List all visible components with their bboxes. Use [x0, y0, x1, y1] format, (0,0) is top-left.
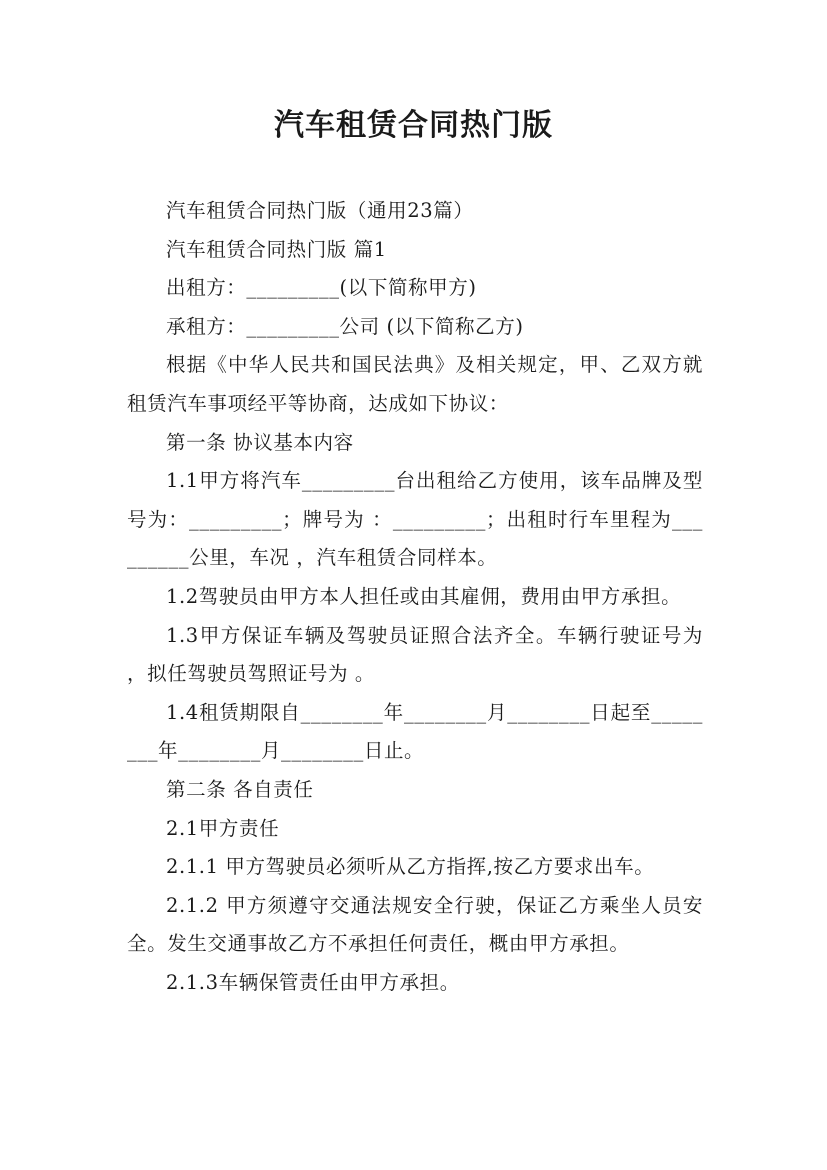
- document-title: 汽车租赁合同热门版: [274, 108, 553, 143]
- clause-paragraph: 2.1.1 甲方驾驶员必须听从乙方指挥,按乙方要求出车。: [166, 855, 655, 879]
- lessor-line: 出租方：_________(以下简称甲方): [166, 276, 477, 300]
- clause-paragraph: 1.3甲方保证车辆及驾驶员证照合法齐全。车辆行驶证号为 ，拟任驾驶员驾照证号为 。: [127, 623, 703, 686]
- section-heading: 汽车租赁合同热门版 篇1: [166, 237, 387, 261]
- subtitle-paragraph: 汽车租赁合同热门版（通用23篇）: [166, 199, 474, 222]
- article-heading: 第二条 各自责任: [166, 777, 314, 801]
- clause-paragraph: 1.4租赁期限自________年________月________日起至________年________月________日止。: [127, 700, 703, 763]
- lessee-line: 承租方：_________公司 (以下简称乙方): [166, 314, 524, 338]
- document-body: [127, 192, 703, 1002]
- clause-paragraph: 1.1甲方将汽车_________台出租给乙方使用，该车品牌及型号为：_________；牌号为 ：_________；出租时行车里程为_________公里，车况 ，汽车租赁合同样本。: [127, 469, 703, 570]
- clause-paragraph: 1.2驾驶员由甲方本人担任或由其雇佣，费用由甲方承担。: [166, 584, 682, 608]
- article-heading: 第一条 协议基本内容: [166, 430, 354, 454]
- preamble-paragraph: 根据《中华人民共和国民法典》及相关规定，甲、乙双方就租赁汽车事项经平等协商，达成如下协议：: [127, 353, 703, 415]
- clause-paragraph: 2.1.3车辆保管责任由甲方承担。: [166, 970, 460, 994]
- clause-heading: 2.1甲方责任: [166, 816, 280, 840]
- clause-paragraph: 2.1.2 甲方须遵守交通法规安全行驶，保证乙方乘坐人员安全。发生交通事故乙方不承担任何责任，概由甲方承担。: [127, 893, 703, 956]
